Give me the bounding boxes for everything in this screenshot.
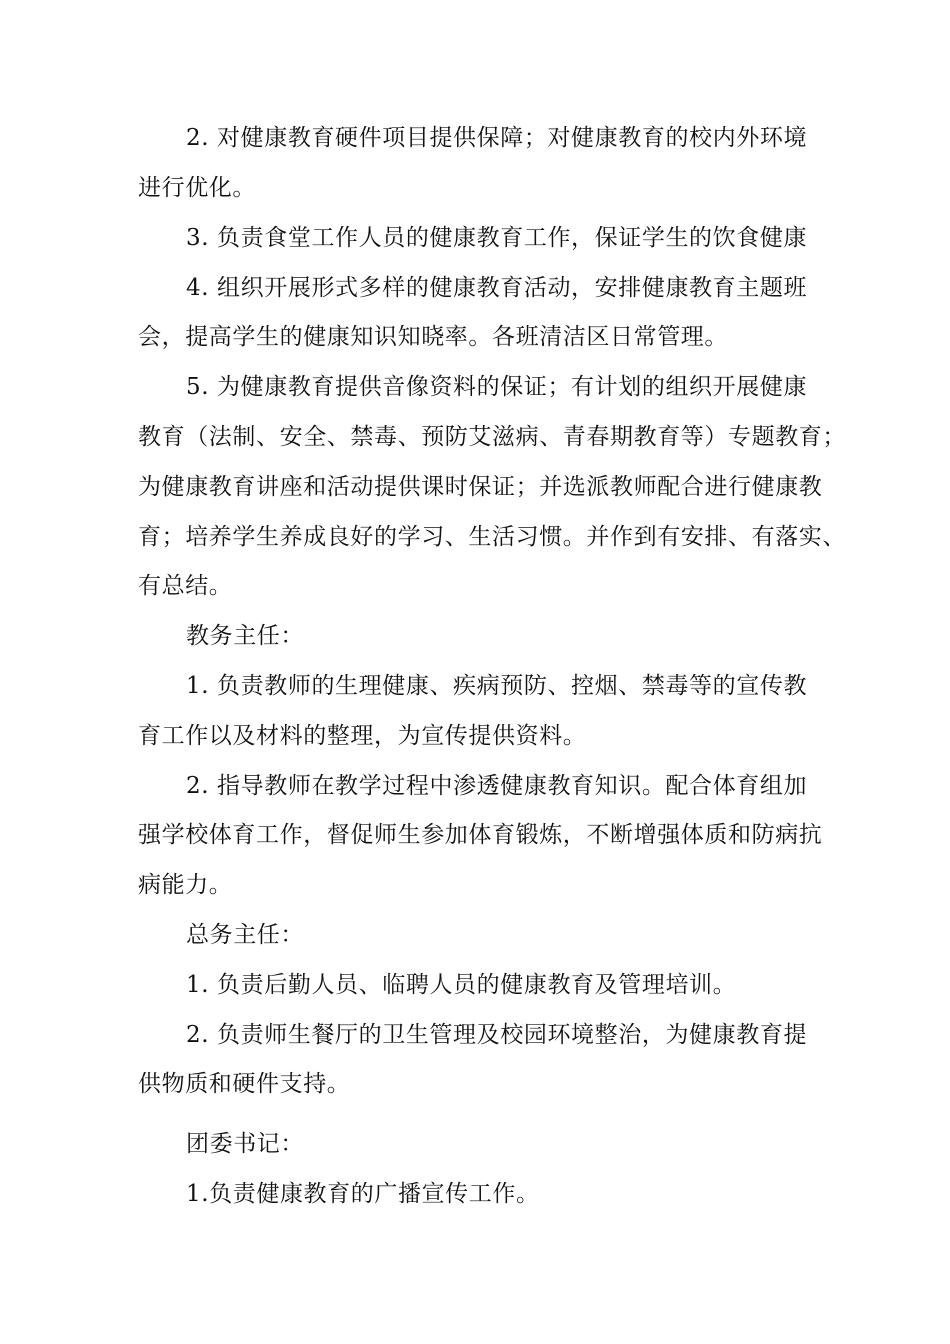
text-line: 为健康教育讲座和活动提供课时保证；并选派教师配合进行健康教 xyxy=(138,474,823,500)
text-line: 2. 指导教师在教学过程中渗透健康教育知识。配合体育组加 xyxy=(186,773,808,799)
text-line: 1. 负责教师的生理健康、疾病预防、控烟、禁毒等的宣传教 xyxy=(186,673,808,699)
text-line: 育；培养学生养成良好的学习、生活习惯。并作到有安排、有落实、 xyxy=(138,524,846,550)
text-line: 进行优化。 xyxy=(138,175,256,201)
text-line: 3. 负责食堂工作人员的健康教育工作，保证学生的饮食健康 xyxy=(186,225,808,251)
text-line: 教育（法制、安全、禁毒、预防艾滋病、青春期教育等）专题教育； xyxy=(138,424,846,450)
text-line: 2. 负责师生餐厅的卫生管理及校园环境整治，为健康教育提 xyxy=(186,1022,808,1048)
text-line: 1.负责健康教育的广播宣传工作。 xyxy=(186,1181,540,1207)
text-line: 供物质和硬件支持。 xyxy=(138,1071,351,1097)
text-line: 4. 组织开展形式多样的健康教育活动，安排健康教育主题班 xyxy=(186,275,808,301)
section-heading: 教务主任： xyxy=(186,623,304,649)
text-line: 2. 对健康教育硬件项目提供保障；对健康教育的校内外环境 xyxy=(186,125,808,151)
text-line: 5. 为健康教育提供音像资料的保证；有计划的组织开展健康 xyxy=(186,374,808,400)
text-line: 育工作以及材料的整理，为宣传提供资料。 xyxy=(138,723,587,749)
section-heading: 团委书记： xyxy=(186,1131,304,1157)
text-line: 会，提高学生的健康知识知晓率。各班清洁区日常管理。 xyxy=(138,324,728,350)
text-line: 1. 负责后勤人员、临聘人员的健康教育及管理培训。 xyxy=(186,972,737,998)
text-line: 强学校体育工作，督促师生参加体育锻炼，不断增强体质和防病抗 xyxy=(138,822,823,848)
text-line: 有总结。 xyxy=(138,573,233,599)
section-heading: 总务主任： xyxy=(186,922,304,948)
text-line: 病能力。 xyxy=(138,872,233,898)
